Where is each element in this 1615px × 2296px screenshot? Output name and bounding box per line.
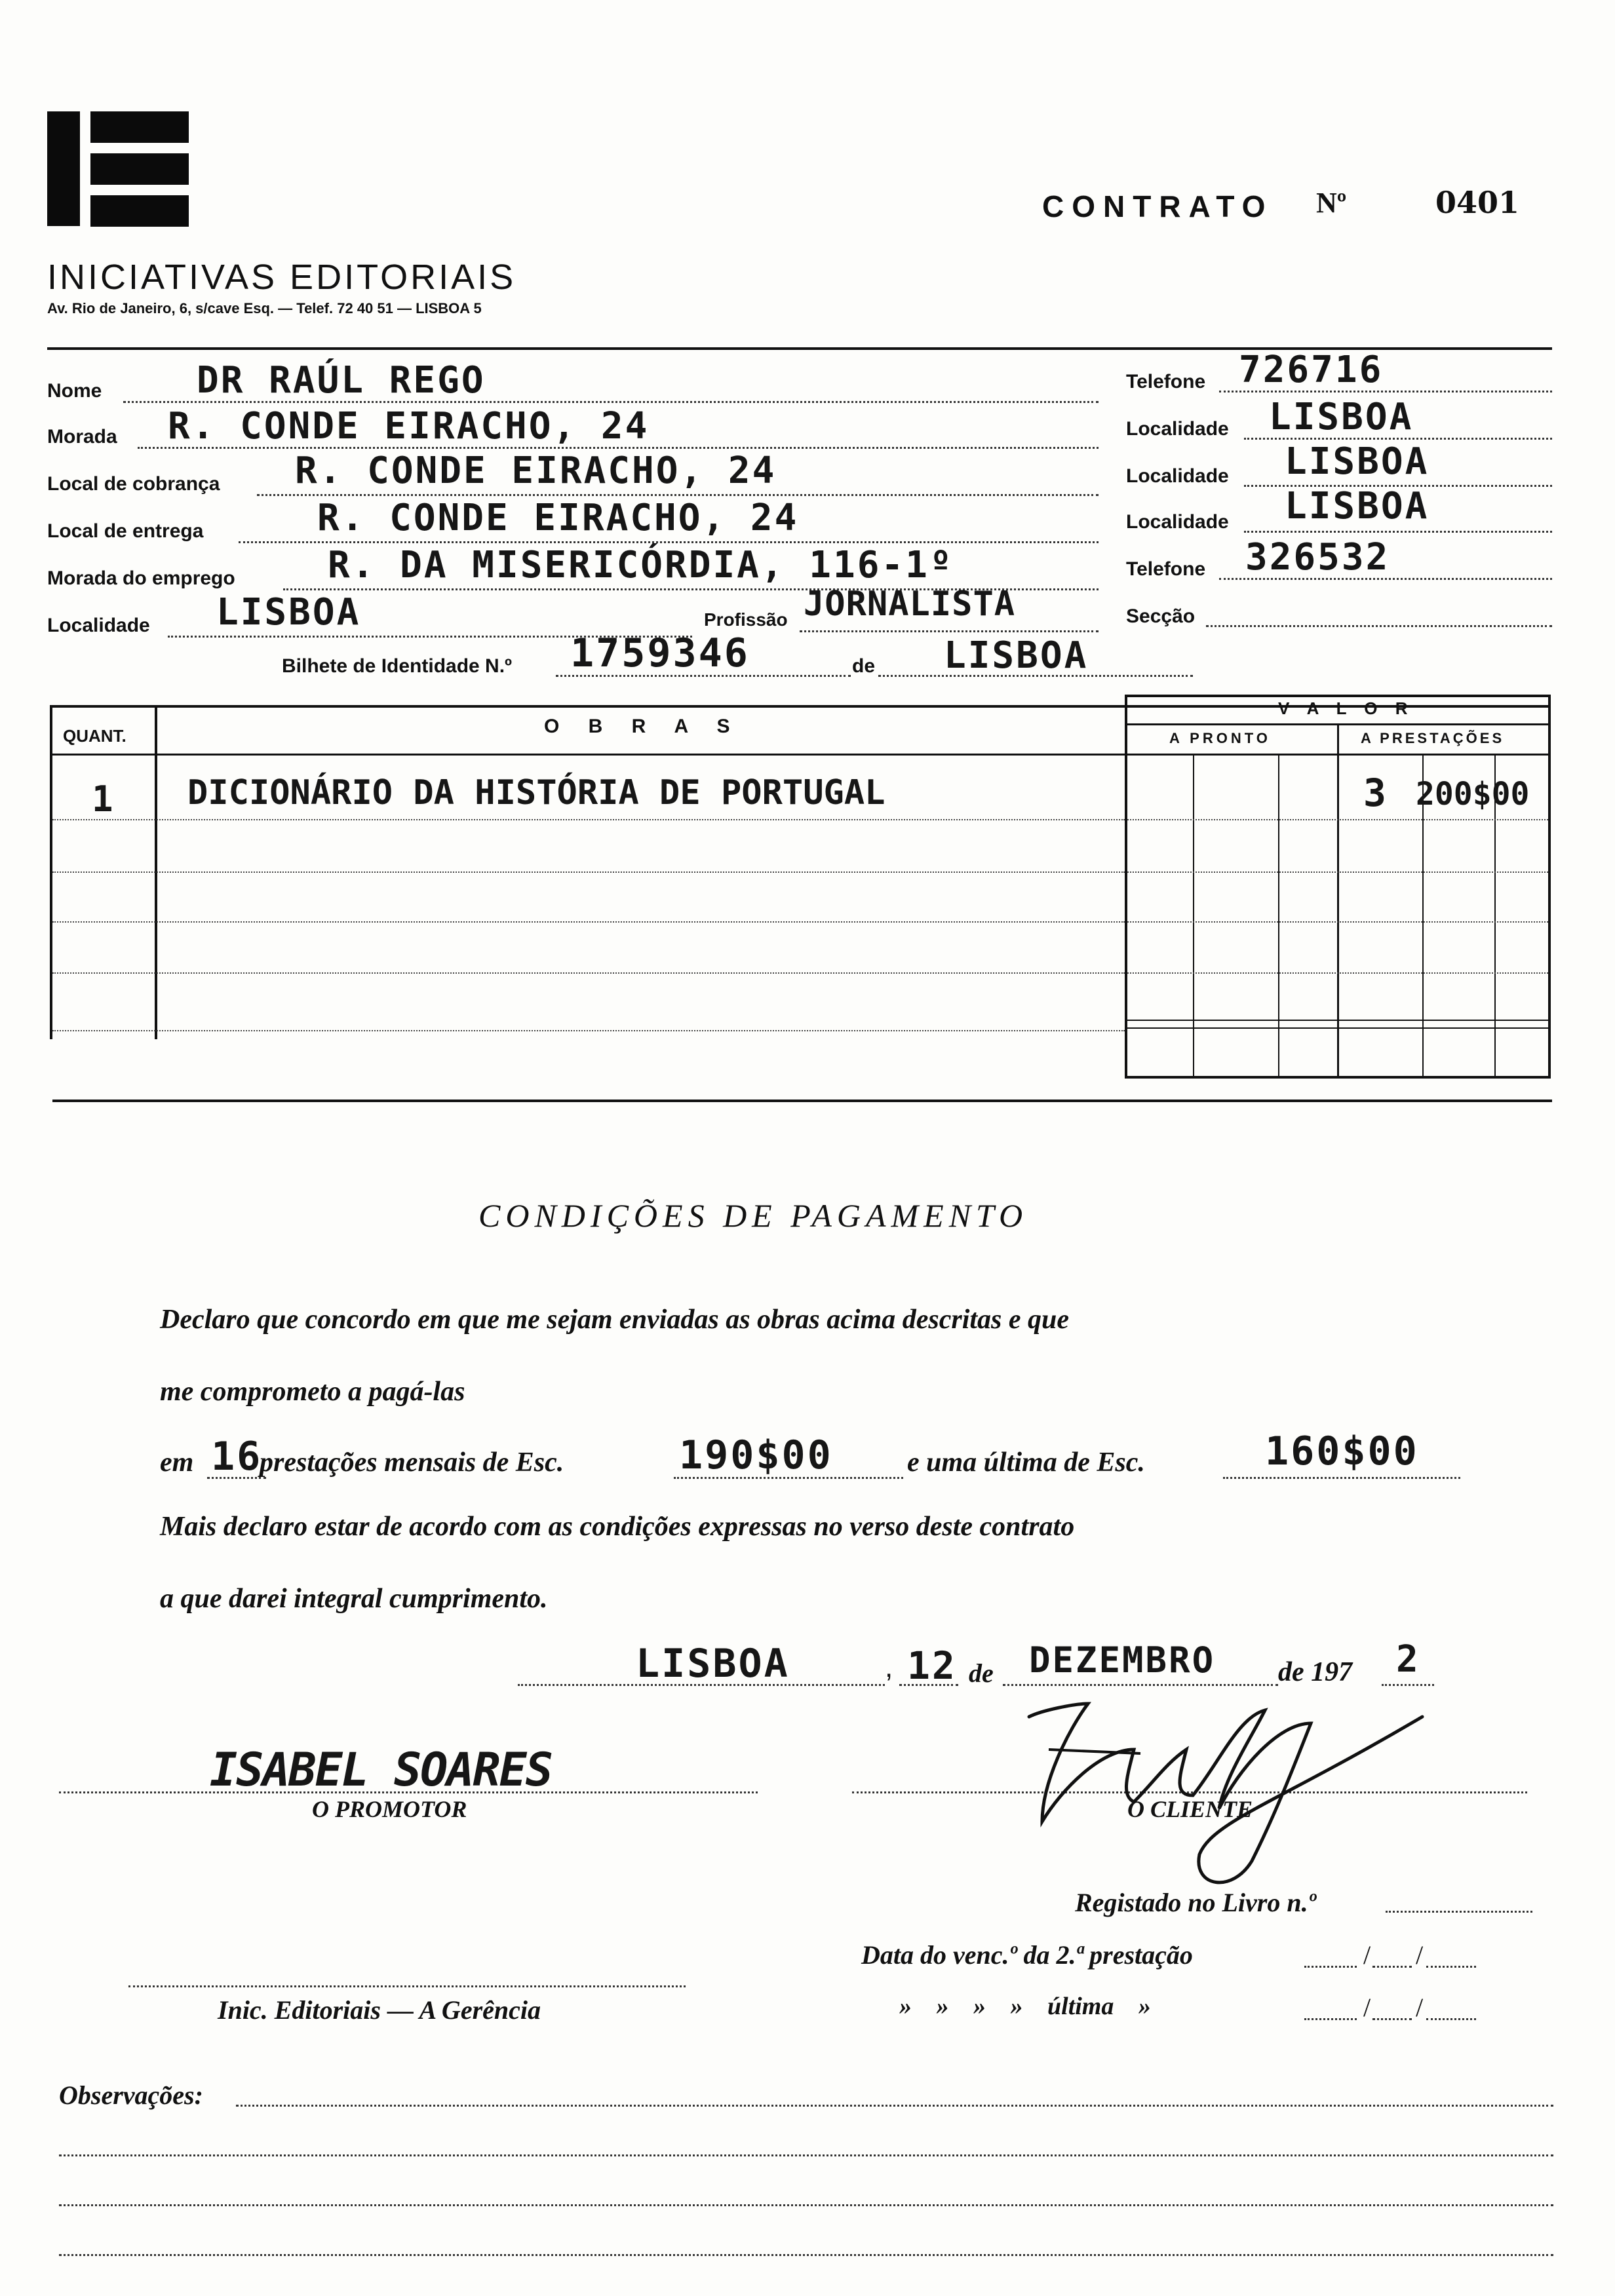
row1-prestacoes-thousands: 3	[1363, 771, 1388, 815]
observacoes-line-2	[59, 2154, 1553, 2156]
company-name: INICIATIVAS EDITORIAIS	[47, 258, 516, 297]
observacoes-line-3	[59, 2204, 1553, 2206]
row1-prestacoes-units: 200$00	[1416, 776, 1530, 813]
installment-amount: 190$00	[679, 1432, 833, 1478]
contract-number-sign: Nº	[1316, 187, 1347, 219]
col-valor-header: V A L O R	[1278, 698, 1414, 718]
gerencia-label: Inic. Editoriais — A Gerência	[218, 1995, 541, 2025]
localidade2-value: LISBOA	[1285, 440, 1430, 483]
installments-count: 16	[211, 1434, 263, 1480]
profissao-line	[800, 630, 1099, 632]
telefone1-label: Telefone	[1126, 371, 1206, 392]
entrega-line	[239, 541, 1099, 543]
seccao-line	[1206, 625, 1552, 627]
signing-day: 12	[907, 1643, 957, 1688]
entrega-value: R. CONDE EIRACHO, 24	[317, 497, 799, 539]
conditions-title: CONDIÇÕES DE PAGAMENTO	[478, 1197, 1028, 1234]
col-obras-header: O B R A S	[544, 716, 742, 737]
date-de1: de	[969, 1658, 994, 1688]
client-signature	[1003, 1677, 1462, 1900]
localidade3-line	[1244, 531, 1552, 533]
venc-date-field[interactable]: / /	[1304, 1940, 1494, 1970]
localidade3-label: Localidade	[1126, 511, 1229, 533]
conditions-line1: Declaro que concordo em que me sejam enviadas as obras acima descritas e que	[160, 1305, 1070, 1335]
signing-place: LISBOA	[636, 1641, 790, 1687]
localidade3-value: LISBOA	[1285, 485, 1430, 527]
observacoes-line-1	[236, 2105, 1553, 2107]
date-de2: de 197	[1278, 1657, 1353, 1687]
telefone1-value: 726716	[1239, 349, 1384, 391]
cobranca-value: R. CONDE EIRACHO, 24	[295, 450, 777, 492]
bi-de-value: LISBOA	[944, 634, 1089, 677]
observacoes-label: Observações:	[59, 2080, 203, 2110]
row1-quant: 1	[92, 778, 115, 820]
conditions-line2: me comprometo a pagá-las	[160, 1377, 465, 1407]
registado-line	[1386, 1911, 1532, 1913]
nome-label: Nome	[47, 380, 102, 402]
registado-label: Registado no Livro n.º	[1075, 1888, 1316, 1917]
ultima-date-field[interactable]: / /	[1304, 1992, 1494, 2022]
cliente-label: O CLIENTE	[1127, 1796, 1253, 1822]
venc-label: Data do venc.º da 2.ª prestação	[861, 1940, 1193, 1970]
telefone2-label: Telefone	[1126, 558, 1206, 580]
row1-obra: DICIONÁRIO DA HISTÓRIA DE PORTUGAL	[187, 773, 885, 813]
bi-value: 1759346	[570, 630, 750, 676]
col-pronto-header: A PRONTO	[1169, 730, 1271, 746]
telefone2-value: 326532	[1245, 536, 1390, 579]
seccao-label: Secção	[1126, 605, 1196, 627]
conditions-line5: a que darei integral cumprimento.	[160, 1584, 548, 1614]
promotor-label: O PROMOTOR	[312, 1796, 467, 1822]
localidade-label: Localidade	[47, 615, 150, 636]
localidade1-value: LISBOA	[1269, 396, 1414, 438]
bi-label: Bilhete de Identidade N.º	[282, 655, 513, 677]
conditions-line4: Mais declaro estar de acordo com as condições expressas no verso deste contrato	[160, 1512, 1075, 1542]
ultima-label: » » » » última »	[899, 1993, 1151, 2020]
contract-number: 0401	[1435, 185, 1520, 220]
table-bottom-rule	[52, 1100, 1552, 1102]
morada-value: R. CONDE EIRACHO, 24	[168, 405, 650, 448]
cobranca-line	[257, 494, 1099, 496]
conditions-line3-mid: prestações mensais de Esc.	[260, 1447, 564, 1478]
bi-de-label: de	[852, 655, 876, 677]
localidade1-label: Localidade	[1126, 418, 1229, 440]
observacoes-line-4	[59, 2254, 1553, 2256]
col-prestacoes-header: A PRESTAÇÕES	[1361, 730, 1505, 746]
entrega-label: Local de entrega	[47, 520, 204, 542]
cobranca-label: Local de cobrança	[47, 473, 220, 495]
last-installment-amount: 160$00	[1265, 1428, 1419, 1474]
gerencia-line	[128, 1985, 686, 1987]
promotor-signature: ISABEL SOARES	[210, 1743, 552, 1797]
signing-year-digit: 2	[1396, 1638, 1420, 1681]
emprego-label: Morada do emprego	[47, 567, 235, 589]
nome-value: DR RAÚL REGO	[197, 359, 486, 402]
col-quant-header: QUANT.	[63, 726, 126, 746]
morada-label: Morada	[47, 426, 117, 448]
date-comma: ,	[885, 1651, 893, 1683]
profissao-label: Profissão	[704, 609, 788, 630]
conditions-line3-end: e uma última de Esc.	[907, 1447, 1145, 1478]
company-address: Av. Rio de Janeiro, 6, s/cave Esq. — Telef. 72 40 51 — LISBOA 5	[47, 300, 482, 316]
profissao-value: JORNALISTA	[804, 584, 1016, 624]
signing-month: DEZEMBRO	[1029, 1639, 1216, 1681]
conditions-line3-em: em	[160, 1447, 194, 1478]
localidade-value: LISBOA	[216, 591, 361, 634]
emprego-value: R. DA MISERICÓRDIA, 116-1º	[328, 544, 954, 586]
localidade2-label: Localidade	[1126, 465, 1229, 487]
contract-title: CONTRATO	[1042, 189, 1274, 223]
